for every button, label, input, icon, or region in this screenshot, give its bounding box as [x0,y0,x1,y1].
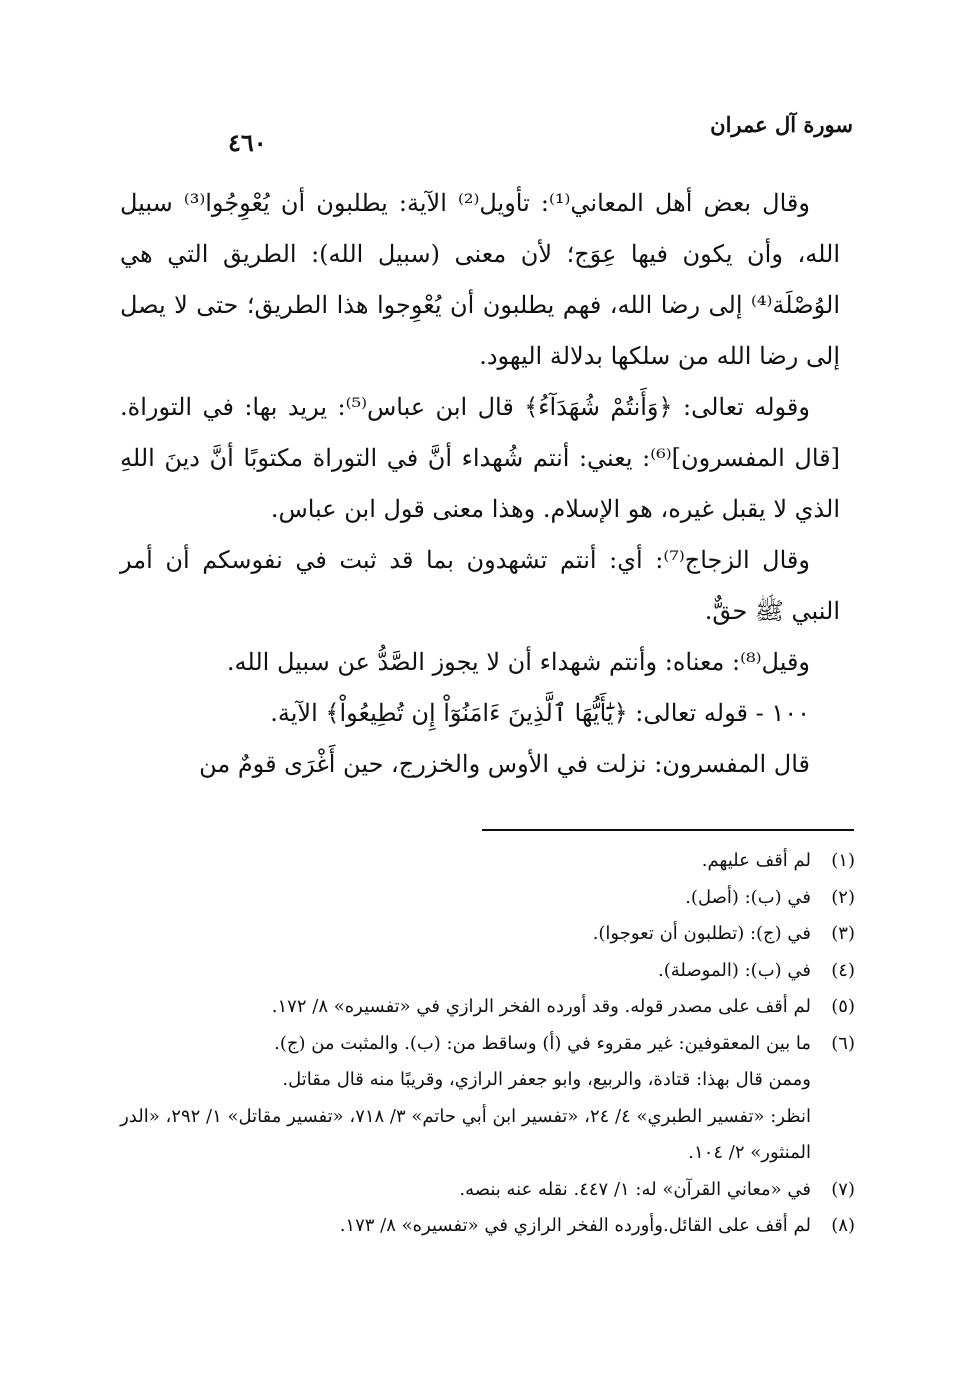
footnote-continuation: انظر: «تفسير الطبري» ٤/ ٢٤، «تفسير ابن أبي حاتم» ٣/ ٧١٨، «تفسير مقاتل» ١/ ٢٩٢، «الدر المنثور» ٢/ ١٠٤. [120,1105,811,1163]
footnote [120,880,855,917]
footnote-number: (٣) [831,923,855,944]
paragraph: وقوله تعالى: ﴿وَأَنتُمْ شُهَدَآءُ﴾ قال ابن عباس⁽⁵⁾: يريد بها: في التوراة. [قال المفسرون]⁽⁶⁾: يعني: أنتم شُهداء أنَّ في التوراة مكتوبًا أنَّ دينَ اللهِ الذي لا يقبل غيره، هو الإسلام. وهذا معنى قول ابن عباس. [120,393,840,523]
footnote-number: (٤) [831,959,855,981]
paragraph: ١٠٠ - قوله تعالى: ﴿يَٰٓأَيُّهَا ٱلَّذِينَ ءَامَنُوٓاْ إِن تُطِيعُواْ﴾ الآية. [270,699,810,727]
footnote-text: لم أقف على القائل.وأورده الفخر الرازي في «تفسيره» ٨/ ١٧٣. [339,1215,811,1236]
footnote-text: في (ب): (الموصلة). [658,959,811,981]
paragraph: وقال الزجاج⁽⁷⁾: أي: أنتم تشهدون بما قد ثبت في نفوسكم أن أمر النبي ﷺ حقٌّ. [120,546,840,625]
footnote-number: (٨) [831,1215,855,1236]
paragraph: وقيل⁽⁸⁾: معناه: وأنتم شهداء أن لا يجوز الصَّدُّ عن سبيل الله. [226,648,810,676]
footnote-text: في (ج): (تطلبون أن تعوجوا). [592,923,811,944]
footnote-number: (٢) [831,886,855,908]
footnote-continuation: وممن قال بهذا: قتادة، والربيع، وابو جعفر الرازي، وقريبًا منه قال مقاتل. [282,1069,811,1090]
main-text [120,178,840,790]
footnote [120,953,855,990]
footnote [120,843,855,880]
footnote-text: في (ب): (أصل). [685,886,811,908]
footnote-number: (٧) [831,1178,855,1200]
page-number: ٤٦٠ [228,128,267,157]
footnote-text: ما بين المعقوفين: غير مقروء في (أ) وساقط من: (ب). والمثبت من (ج). [274,1032,811,1054]
footnote [120,989,855,1026]
footnote-text: في «معاني القرآن» له: ١/ ٤٤٧. نقله عنه بنصه. [459,1178,811,1200]
paragraph: قال المفسرون: نزلت في الأوس والخزرج، حين أَغْرَى قومٌ من [199,750,810,778]
footnote [120,916,855,953]
paragraph: وقال بعض أهل المعاني⁽¹⁾: تأويل⁽²⁾ الآية: يطلبون أن يُعْوِجُوا⁽³⁾ سبيل الله، وأن يكون فيها عِوَج؛ لأن معنى (سبيل الله): الطريق التي هي الوُصْلَة⁽⁴⁾ إلى رضا الله، فهم يطلبون أن يُعْوِجوا هذا الطريق؛ حتى لا يصل إلى رضا الله من سلكها بدلالة اليهود. [120,189,840,370]
running-head-surah-title: سورة آل عمران [710,112,853,137]
footnote-number: (٦) [831,1032,855,1054]
footnote-divider [482,829,854,831]
footnotes [120,843,855,1245]
footnote-number: (١) [831,850,855,871]
footnote-text: لم أقف عليهم. [701,850,811,871]
footnote [120,1026,855,1063]
footnote [120,1208,855,1245]
footnote [120,1172,855,1209]
footnote-number: (٥) [831,996,855,1017]
footnote-text: لم أقف على مصدر قوله. وقد أورده الفخر الرازي في «تفسيره» ٨/ ١٧٢. [271,996,811,1017]
